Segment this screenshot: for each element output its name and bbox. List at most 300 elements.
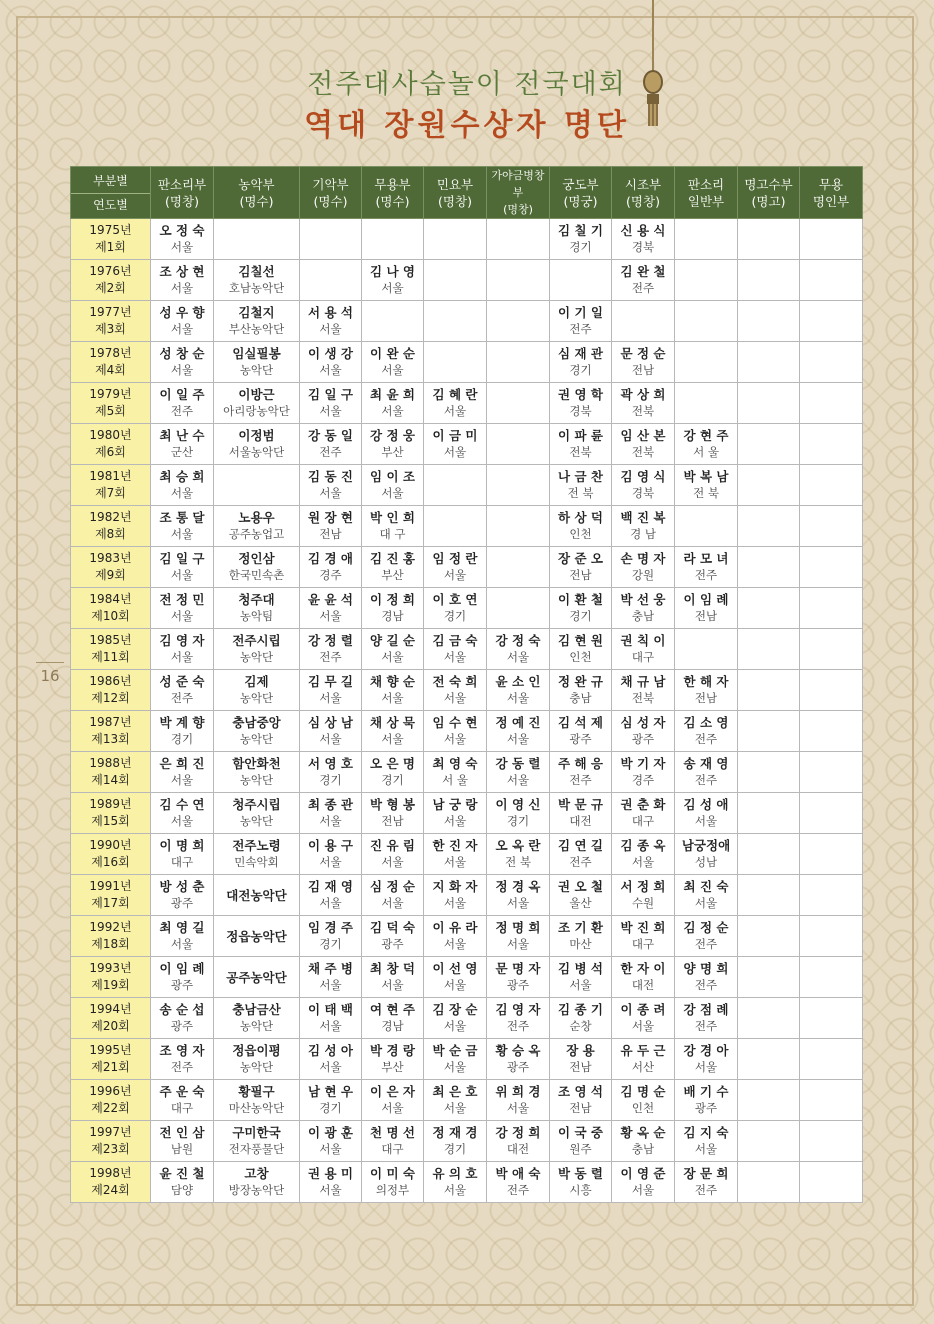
winner-cell	[675, 465, 738, 506]
year-cell	[71, 711, 151, 752]
winner-region: 의정부	[375, 1183, 410, 1197]
winner-cell	[151, 629, 214, 670]
round-label: 제23회	[91, 1142, 130, 1156]
winner-name: 강 정 희	[495, 1125, 541, 1140]
winner-region: 공주농업고	[228, 527, 285, 541]
winner-name: 김 덕 숙	[370, 920, 415, 935]
winner-region: 전 북	[567, 486, 594, 500]
winner-cell	[550, 301, 612, 342]
column-header-sublabel: (명창)	[165, 193, 199, 209]
winner-region: 서울	[170, 527, 194, 541]
winner-cell	[487, 1121, 550, 1162]
winner-name: 황 승 옥	[495, 1043, 541, 1058]
column-header	[487, 167, 550, 219]
winner-name: 전주노령	[232, 838, 281, 853]
winner-region: 경북	[569, 404, 592, 418]
winner-name: 김 성 아	[308, 1043, 353, 1058]
winner-name: 최 창 덕	[370, 961, 415, 976]
winner-name: 심 성 자	[620, 715, 666, 730]
winner-region: 전주	[506, 1019, 530, 1033]
table-row	[71, 219, 863, 260]
winner-cell	[214, 383, 300, 424]
winner-cell	[214, 916, 300, 957]
winner-cell	[675, 424, 738, 465]
winner-region: 호남농악단	[228, 281, 285, 295]
winner-cell	[612, 1162, 675, 1203]
winner-region: 담양	[170, 1183, 194, 1197]
winner-cell	[300, 465, 362, 506]
winner-cell	[675, 670, 738, 711]
winner-cell	[151, 424, 214, 465]
table-row	[71, 301, 863, 342]
winner-name: 김 완 철	[620, 264, 666, 279]
winner-cell	[300, 588, 362, 629]
winner-name: 장 용	[566, 1043, 595, 1058]
winner-name: 심 상 남	[308, 715, 353, 730]
winner-name: 김 일 구	[159, 551, 205, 566]
round-label: 제18회	[91, 937, 130, 951]
winner-cell	[362, 1080, 424, 1121]
winner-cell	[675, 1121, 738, 1162]
winner-region: 서울	[631, 1183, 655, 1197]
winner-name: 김 종 기	[558, 1002, 603, 1017]
winner-cell	[800, 1039, 863, 1080]
winner-cell	[214, 998, 300, 1039]
winner-cell	[675, 588, 738, 629]
winner-name: 김 정 순	[683, 920, 729, 935]
winner-region: 전남	[631, 363, 655, 377]
winner-name: 한 해 자	[683, 674, 729, 689]
column-header-sublabel: (명수)	[313, 193, 348, 209]
winner-cell	[362, 588, 424, 629]
winner-cell	[675, 1039, 738, 1080]
winner-region: 서울	[170, 650, 194, 664]
winner-name: 정 완 규	[558, 674, 603, 689]
winner-region: 전주	[694, 978, 718, 992]
column-header	[214, 167, 300, 219]
table-row	[71, 875, 863, 916]
year-label: 1984년	[89, 592, 132, 606]
winner-cell	[800, 629, 863, 670]
winner-region: 서울	[443, 404, 467, 418]
winner-region: 서울	[443, 1183, 467, 1197]
table-row	[71, 342, 863, 383]
winner-cell	[550, 342, 612, 383]
winner-region: 서울	[694, 896, 718, 910]
winner-cell	[424, 752, 487, 793]
winner-name: 여 현 주	[370, 1002, 415, 1017]
winner-region: 경남	[381, 609, 404, 623]
winner-name: 한 자 이	[620, 961, 666, 976]
winner-region: 서울	[170, 773, 194, 787]
winner-name: 박 선 웅	[620, 592, 666, 607]
winner-region: 경기	[443, 609, 467, 623]
year-label: 1996년	[89, 1084, 132, 1098]
winner-region: 전주	[569, 773, 592, 787]
winner-name: 김 혜 란	[432, 387, 478, 402]
winner-cell	[800, 383, 863, 424]
year-label: 1985년	[89, 633, 132, 647]
winner-name: 이 금 미	[432, 428, 478, 443]
winner-cell	[738, 834, 800, 875]
winner-cell	[550, 1039, 612, 1080]
winner-region: 서울	[506, 650, 530, 664]
winner-region: 농악단	[239, 691, 274, 705]
winner-cell	[738, 998, 800, 1039]
year-label: 1977년	[89, 305, 132, 319]
winner-region: 전남	[694, 609, 718, 623]
winner-cell	[612, 998, 675, 1039]
winner-cell	[214, 834, 300, 875]
year-label: 1981년	[89, 469, 132, 483]
winner-cell	[612, 1039, 675, 1080]
winner-region: 전주	[170, 691, 194, 705]
winner-name: 전 인 삼	[159, 1125, 205, 1140]
winner-cell	[151, 383, 214, 424]
winner-name: 권 춘 화	[620, 797, 666, 812]
winner-name: 박 인 희	[370, 510, 415, 525]
winner-region: 인천	[631, 1101, 655, 1115]
winner-cell	[487, 547, 550, 588]
winner-cell	[550, 465, 612, 506]
winner-cell	[738, 383, 800, 424]
winner-cell	[612, 342, 675, 383]
winner-cell	[800, 588, 863, 629]
winner-name: 전 숙 희	[432, 674, 478, 689]
winner-region: 광주	[170, 1019, 194, 1033]
winner-name: 김 지 숙	[683, 1125, 729, 1140]
winner-name: 원 장 현	[308, 510, 353, 525]
winner-name: 나 금 찬	[558, 469, 603, 484]
winner-name: 권 오 철	[558, 879, 603, 894]
winner-cell	[550, 260, 612, 301]
winner-cell	[550, 711, 612, 752]
winner-name: 이 종 려	[620, 1002, 666, 1017]
winner-region: 서울	[506, 937, 530, 951]
winner-cell	[151, 301, 214, 342]
winner-name: 이 국 중	[558, 1125, 603, 1140]
winner-cell	[151, 260, 214, 301]
winner-cell	[487, 998, 550, 1039]
winner-region: 서울	[569, 978, 592, 992]
table-row	[71, 752, 863, 793]
winner-region: 아리랑농악단	[223, 404, 290, 418]
winner-cell	[800, 834, 863, 875]
year-cell	[71, 219, 151, 260]
winner-cell	[151, 1121, 214, 1162]
column-header-sublabel: 명인부	[812, 193, 850, 209]
winner-cell	[151, 834, 214, 875]
winner-name: 이 미 숙	[370, 1166, 415, 1181]
table-row	[71, 957, 863, 998]
winner-name: 김 병 석	[558, 961, 603, 976]
winner-cell	[675, 383, 738, 424]
winner-region: 전북	[631, 445, 655, 459]
winner-cell	[738, 957, 800, 998]
winner-cell	[151, 711, 214, 752]
winner-name: 청주시립	[232, 797, 281, 812]
winner-name: 윤 진 철	[159, 1166, 205, 1181]
winner-name: 채 향 순	[370, 674, 415, 689]
column-header-label: 시조부	[624, 176, 662, 192]
winner-region: 농악단	[239, 363, 274, 377]
winner-name: 지 화 자	[432, 879, 478, 894]
round-label: 제12회	[91, 691, 130, 705]
winner-cell	[800, 670, 863, 711]
winner-region: 전주	[694, 568, 718, 582]
winner-name: 박 애 숙	[495, 1166, 541, 1181]
winner-cell	[362, 793, 424, 834]
table-row	[71, 670, 863, 711]
table-row	[71, 1121, 863, 1162]
winner-cell	[424, 957, 487, 998]
winner-name: 정 경 옥	[495, 879, 541, 894]
winner-region: 경기	[569, 240, 592, 254]
winner-cell	[300, 424, 362, 465]
page-number: 16	[36, 662, 64, 685]
winner-name: 박 문 규	[558, 797, 603, 812]
winner-name: 김 영 자	[495, 1002, 541, 1017]
winner-name: 하 상 덕	[558, 510, 603, 525]
winner-region: 서울	[319, 322, 342, 336]
winner-cell	[487, 424, 550, 465]
winner-name: 문 정 순	[620, 346, 666, 361]
year-cell	[71, 752, 151, 793]
winner-region: 성남	[694, 855, 718, 869]
year-cell	[71, 383, 151, 424]
winner-region: 서울	[506, 691, 530, 705]
winner-cell	[800, 1162, 863, 1203]
winner-region: 남원	[170, 1142, 194, 1156]
winner-name: 강 정 웅	[370, 428, 415, 443]
winner-name: 주 해 응	[558, 756, 603, 771]
winner-name: 심 정 순	[370, 879, 415, 894]
winner-cell	[738, 301, 800, 342]
winner-cell	[487, 834, 550, 875]
winner-cell	[151, 793, 214, 834]
winner-name: 오 옥 란	[495, 838, 541, 853]
winner-region: 서울	[443, 814, 467, 828]
winner-region: 서울	[506, 773, 530, 787]
winner-name: 황필구	[238, 1084, 275, 1099]
winner-region: 광주	[569, 732, 592, 746]
winner-name: 손 명 자	[620, 551, 666, 566]
winner-cell	[151, 1162, 214, 1203]
winner-region: 충남	[631, 609, 655, 623]
winner-region: 서울	[170, 814, 194, 828]
winner-name: 이 광 훈	[308, 1125, 353, 1140]
winner-name: 이 생 강	[308, 346, 353, 361]
winner-name: 김철지	[238, 305, 275, 320]
winner-region: 서울	[170, 322, 194, 336]
winner-cell	[214, 219, 300, 260]
winner-region: 전주	[694, 937, 718, 951]
table-row	[71, 711, 863, 752]
year-label: 1986년	[89, 674, 132, 688]
winner-cell	[800, 875, 863, 916]
winner-name: 문 명 자	[495, 961, 541, 976]
round-label: 제17회	[91, 896, 130, 910]
winner-region: 서 울	[442, 773, 468, 787]
winner-cell	[612, 711, 675, 752]
winner-region: 대구	[381, 1142, 404, 1156]
winner-cell	[424, 875, 487, 916]
winner-cell	[214, 711, 300, 752]
winner-cell	[214, 629, 300, 670]
winner-cell	[424, 711, 487, 752]
winner-name: 남 궁 랑	[432, 797, 478, 812]
winner-cell	[214, 1080, 300, 1121]
winner-cell	[550, 916, 612, 957]
column-header-label: 민요부	[436, 176, 474, 192]
winner-region: 군산	[170, 445, 194, 459]
winner-name: 정 재 경	[432, 1125, 478, 1140]
winner-region: 대전	[506, 1142, 530, 1156]
year-cell	[71, 957, 151, 998]
winner-name: 전주시립	[232, 633, 281, 648]
winner-name: 신 용 식	[620, 223, 666, 238]
winner-cell	[151, 465, 214, 506]
winner-name: 이 기 일	[558, 305, 603, 320]
winner-cell	[151, 547, 214, 588]
winner-cell	[214, 875, 300, 916]
column-header	[151, 167, 214, 219]
winner-cell	[362, 711, 424, 752]
winner-region: 경기	[319, 937, 342, 951]
winner-region: 광주	[631, 732, 655, 746]
winner-cell	[738, 670, 800, 711]
winner-region: 전자풍물단	[228, 1142, 285, 1156]
winner-cell	[738, 506, 800, 547]
round-label: 제24회	[91, 1183, 130, 1197]
winner-cell	[800, 342, 863, 383]
winner-region: 전남	[694, 691, 718, 705]
winner-name: 송 순 섭	[159, 1002, 205, 1017]
winners-table	[70, 166, 863, 1203]
winner-name: 강 경 아	[683, 1043, 729, 1058]
winner-region: 서울	[319, 609, 342, 623]
year-label: 1982년	[89, 510, 132, 524]
round-label: 제7회	[95, 486, 126, 500]
year-cell	[71, 342, 151, 383]
winner-name: 채 규 남	[620, 674, 666, 689]
winner-name: 권 영 학	[558, 387, 603, 402]
winner-cell	[487, 752, 550, 793]
winner-cell	[612, 875, 675, 916]
table-row	[71, 793, 863, 834]
winner-cell	[550, 424, 612, 465]
winner-cell	[612, 219, 675, 260]
winner-region: 인천	[569, 527, 592, 541]
winner-region: 경북	[631, 486, 655, 500]
winner-cell	[151, 752, 214, 793]
winner-name: 박 동 렬	[558, 1166, 603, 1181]
winner-cell	[424, 219, 487, 260]
winner-name: 김 영 식	[620, 469, 666, 484]
winner-name: 충남중앙	[232, 715, 281, 730]
corner-header-year: 연도별	[93, 197, 128, 212]
winner-cell	[612, 670, 675, 711]
winner-name: 유 의 호	[432, 1166, 478, 1181]
winner-region: 부산	[381, 1060, 404, 1074]
winner-region: 서울	[381, 855, 404, 869]
table-body	[71, 219, 863, 1203]
winner-region: 서울	[319, 732, 342, 746]
round-label: 제13회	[91, 732, 130, 746]
winner-cell	[300, 506, 362, 547]
winner-name: 이방근	[238, 387, 275, 402]
winner-cell	[738, 629, 800, 670]
winner-name: 윤 소 인	[495, 674, 541, 689]
winner-name: 양 길 순	[370, 633, 415, 648]
winner-region: 대구	[170, 855, 194, 869]
winner-cell	[487, 588, 550, 629]
winner-region: 경기	[506, 814, 530, 828]
winner-region: 서울	[319, 363, 342, 377]
column-header	[800, 167, 863, 219]
winner-cell	[487, 1080, 550, 1121]
year-label: 1983년	[89, 551, 132, 565]
winner-cell	[300, 998, 362, 1039]
year-label: 1990년	[89, 838, 132, 852]
winner-region: 충남	[631, 1142, 655, 1156]
winner-region: 서울	[170, 281, 194, 295]
winner-region: 서울	[381, 1101, 404, 1115]
winner-cell	[300, 342, 362, 383]
winner-cell	[738, 752, 800, 793]
winner-name: 김 명 순	[620, 1084, 666, 1099]
year-cell	[71, 875, 151, 916]
winner-cell	[362, 547, 424, 588]
winner-cell	[424, 1162, 487, 1203]
winner-region: 경기	[443, 1142, 467, 1156]
winner-cell	[362, 465, 424, 506]
winner-name: 은 희 진	[159, 756, 205, 771]
winner-region: 전북	[631, 691, 655, 705]
winner-name: 이 용 구	[308, 838, 353, 853]
table-row	[71, 383, 863, 424]
winner-cell	[362, 998, 424, 1039]
winner-region: 서울	[443, 732, 467, 746]
winner-cell	[550, 506, 612, 547]
round-label: 제1회	[95, 240, 126, 254]
winner-cell	[362, 301, 424, 342]
column-header-label: 명고수부	[744, 176, 793, 192]
year-label: 1989년	[89, 797, 132, 811]
winner-region: 서울	[170, 363, 194, 377]
winner-region: 전남	[319, 527, 342, 541]
winner-region: 서울	[443, 650, 467, 664]
year-label: 1997년	[89, 1125, 132, 1139]
winner-cell	[151, 588, 214, 629]
winner-name: 조 기 환	[558, 920, 603, 935]
winner-cell	[362, 1162, 424, 1203]
winner-name: 이 임 례	[159, 961, 205, 976]
winner-cell	[214, 260, 300, 301]
winner-cell	[362, 957, 424, 998]
winner-name: 강 정 렬	[308, 633, 353, 648]
winner-name: 고창	[244, 1166, 269, 1181]
column-header-label: 궁도부	[562, 176, 599, 192]
winner-region: 전남	[569, 568, 592, 582]
winner-name: 서 정 희	[620, 879, 666, 894]
year-label: 1991년	[89, 879, 132, 893]
winner-cell	[487, 219, 550, 260]
round-label: 제20회	[91, 1019, 130, 1033]
column-header-sublabel: (명창)	[438, 193, 472, 209]
year-label: 1976년	[89, 264, 132, 278]
winner-cell	[214, 670, 300, 711]
